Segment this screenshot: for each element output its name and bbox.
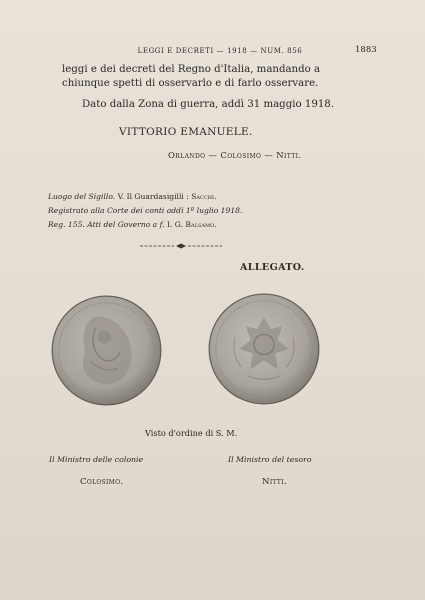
date-line: Dato dalla Zona di guerra, addì 31 maggio 1918. xyxy=(82,99,335,110)
seal-note-text: V. Il Guardasigilli : xyxy=(115,192,192,201)
ornamental-divider xyxy=(140,243,222,249)
register-note-text: I. G. xyxy=(166,220,186,229)
minister-colonies-name: Colosimo. xyxy=(80,477,124,487)
body-text-line: leggi e dei decreti del Regno d'Italia, mandando a xyxy=(62,64,321,75)
coin-obverse-image xyxy=(51,295,162,406)
minister-colonies-title: Il Ministro delle colonie xyxy=(49,455,144,464)
register-note xyxy=(48,220,217,229)
annex-label: ALLEGATO. xyxy=(240,262,305,273)
running-head: LEGGI E DECRETI — 1918 — NUM. 856 xyxy=(137,47,303,55)
coin-reverse-image xyxy=(208,293,320,405)
register-note-italic: Reg. 155. Atti del Governo a f. xyxy=(48,220,167,229)
register-note-name: Balsamo. xyxy=(185,220,217,229)
body-text-line: chiunque spetti di osservarlo e di farlo osservare. xyxy=(62,78,319,89)
minister-treasury-name: Nitti. xyxy=(262,477,287,487)
page-number: 1883 xyxy=(355,45,377,55)
seal-note xyxy=(48,192,216,201)
minister-treasury-title: Il Ministro del tesoro xyxy=(228,455,312,464)
seal-note-italic: Luogo del Sigillo. xyxy=(48,192,116,201)
minister-signatures: Orlando — Colosimo — Nitti. xyxy=(168,150,302,160)
registration-note: Registrato alla Corte dei conti addì 1º luglio 1918. xyxy=(48,206,243,215)
royal-signature: VITTORIO EMANUELE. xyxy=(119,126,253,138)
seal-note-name: Sacchi. xyxy=(191,192,217,201)
visto-line: Visto d'ordine di S. M. xyxy=(145,428,238,438)
